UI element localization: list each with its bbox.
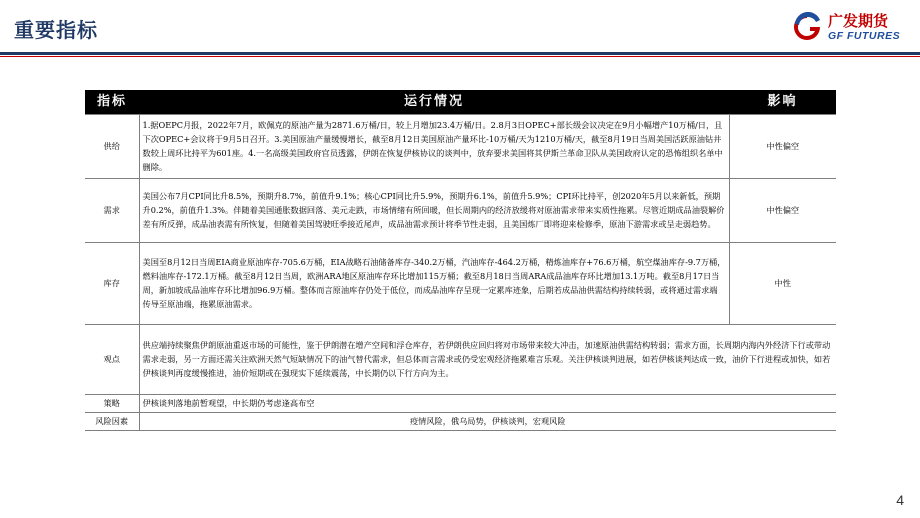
header-divider — [0, 52, 920, 55]
row-name: 观点 — [85, 324, 139, 394]
row-desc: 美国公布7月CPI同比升8.5%，预期升8.7%，前值升9.1%；核心CPI同比升5.9%，预期升6.1%，前值升5.9%；CPI环比持平，创2020年5月以来新低，预期升0.2%，前值升1.3%。伴随着美国通胀数据回落、美元走跌，市场情绪有所回暖，但长周期内的经济放缓将对原油需求带来实质性拖累。尽管近期成品油裂解价差有所反弹，成品油表需有所恢复，但随着美国驾驶旺季接近尾声，成品油需求预计将季节性走弱，且美国炼厂即将迎来检修季，原油下游需求或呈走弱趋势。 — [139, 178, 729, 242]
page-number: 4 — [896, 492, 904, 508]
table-row-view — [85, 324, 836, 394]
row-name: 策略 — [85, 394, 139, 412]
row-desc: 供应端持续聚焦伊朗原油重返市场的可能性，鉴于伊朗潜在增产空间和浮仓库存，若伊朗供应回归将对市场带来较大冲击，加速原油供需结构转弱；需求方面，长周期内海内外经济下行或带动需求走弱，另一方面还需关注欧洲天然气短缺情况下的油气替代需求，但总体而言需求或仍受宏观经济拖累难言乐观。关注伊核谈判进展，如若伊核谈判达成一致，油价下行进程或加快，如若伊核谈判再度缓慢推进，油价短期或在强现实下延续震荡，中长期仍以下行方向为主。 — [139, 324, 836, 394]
gf-logo-mark-icon — [790, 12, 824, 42]
row-desc: 1.据OEPC月报，2022年7月，欧佩克的原油产量为2871.6万桶/日，较上月增加23.4万桶/日。2.8月3日OPEC+部长级会议决定在9月小幅增产10万桶/日，且下次OPEC+会议将于9月5日召开。3.美国原油产量缓慢增长，截至8月12日美国原油产量环比-10万桶/天为1210万桶/天，截至8月19日当周美国活跃原油钻井数较上周环比持平为601座。4.一名高级美国政府官员透露，伊朗在恢复伊核协议的谈判中，放弃要求美国将其伊斯兰革命卫队从美国政府认定的恐怖组织名单中删除。 — [139, 114, 729, 178]
header-divider-accent — [0, 56, 920, 57]
indicators-table — [85, 90, 836, 431]
page-title: 重要指标 — [14, 18, 98, 42]
row-desc: 伊核谈判落地前暂观望，中长期仍考虑逢高布空 — [139, 394, 836, 412]
row-desc: 美国至8月12日当周EIA商业原油库存-705.6万桶，EIA战略石油储备库存-340.2万桶，汽油库存-464.2万桶，精炼油库存+76.6万桶，航空煤油库存-9.7万桶，燃料油库存-172.1万桶。截至8月12日当周，欧洲ARA地区原油库存环比增加115万桶；截至8月18日当周ARA成品油库存环比增加13.1万吨。截至8月17日当周，新加坡成品油库存环比增加96.9万桶。整体而言原油库存仍处于低位，而成品油库存呈现一定累库迹象，后期若成品油供需结构持续转弱，或将通过需求端传导至原油端，拖累原油需求。 — [139, 242, 729, 324]
table-row-risk — [85, 412, 836, 430]
header-indicator: 指标 — [85, 90, 139, 114]
table-row-strategy — [85, 394, 836, 412]
logo-chinese-text: 广发期货 — [828, 12, 889, 30]
header-status: 运行情况 — [139, 90, 729, 114]
row-name: 风险因素 — [85, 412, 139, 430]
table-row-demand — [85, 178, 836, 242]
row-impact: 中性偏空 — [729, 178, 836, 242]
row-impact: 中性 — [729, 242, 836, 324]
table-row-supply — [85, 114, 836, 178]
row-name: 库存 — [85, 242, 139, 324]
header-impact: 影响 — [729, 90, 836, 114]
table-header-row — [85, 90, 836, 114]
company-logo — [790, 10, 908, 46]
table-row-inventory — [85, 242, 836, 324]
logo-english-text: GF FUTURES — [828, 30, 901, 42]
row-impact: 中性偏空 — [729, 114, 836, 178]
row-name: 需求 — [85, 178, 139, 242]
row-name: 供给 — [85, 114, 139, 178]
row-desc: 疫情风险，俄乌局势，伊核谈判，宏观风险 — [139, 412, 836, 430]
